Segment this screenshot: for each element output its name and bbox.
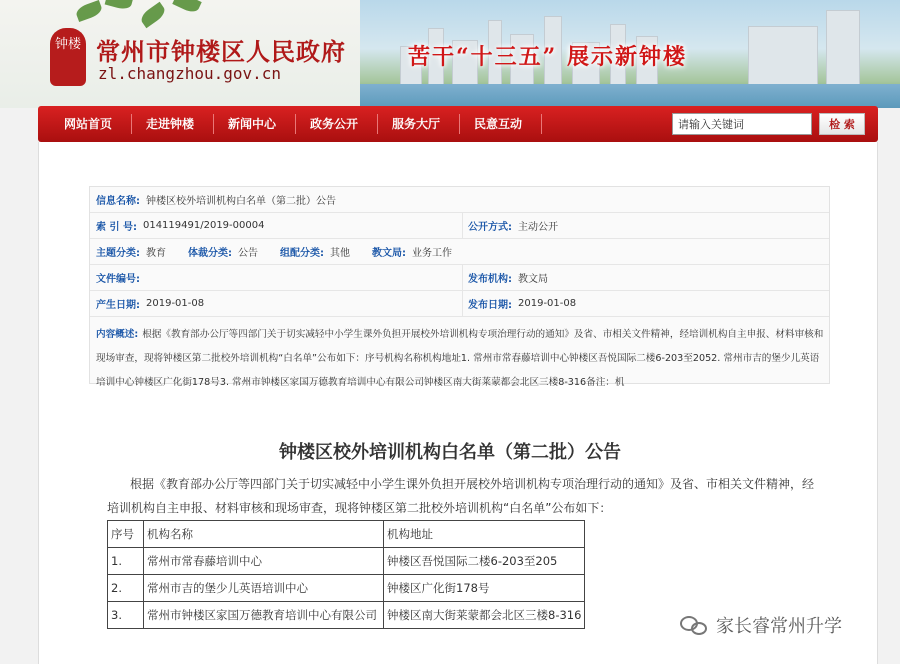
info-topic-value: 教育 xyxy=(146,248,166,259)
info-name-value: 钟楼区校外培训机构白名单（第二批）公告 xyxy=(146,196,336,207)
info-created-value: 2019-01-08 xyxy=(146,298,205,309)
nav-item-public-affairs[interactable]: 政务公开 xyxy=(309,117,358,131)
article-paragraph-line-1: 根据《教育部办公厅等四部门关于切实减轻中小学生课外负担开展校外培训机构专项治理行动的通知》及省、市相关文件精神，经 xyxy=(130,477,815,491)
article-paragraph-line-2: 培训机构自主申报、材料审核和现场审查，现将钟楼区第二批校外培训机构“白名单”公布如下： xyxy=(107,501,612,515)
nav-item-news[interactable]: 新闻中心 xyxy=(227,117,276,131)
article-title: 钟楼区校外培训机构白名单（第二批）公告 xyxy=(279,442,621,463)
info-row-categories xyxy=(90,239,829,265)
info-table xyxy=(89,186,830,388)
info-genre-value: 公告 xyxy=(238,248,258,259)
info-open-label: 公开方式: xyxy=(468,222,512,233)
info-issuer-value: 教文局 xyxy=(518,274,548,285)
info-published-label: 发布日期: xyxy=(468,300,512,311)
info-row-docno xyxy=(90,265,829,291)
table-row xyxy=(108,602,585,629)
info-issuer-label: 发布机构: xyxy=(468,274,512,285)
table-cell: 1. xyxy=(108,548,144,575)
info-edu-label: 教文局: xyxy=(372,248,406,259)
slogan-banner: 苦干“十三五” 展示新钟楼 xyxy=(408,44,687,70)
nav-item-interaction[interactable]: 民意互动 xyxy=(473,117,522,131)
info-genre-label: 体裁分类: xyxy=(188,248,232,259)
table-cell: 常州市钟楼区家国万德教育培训中心有限公司 xyxy=(144,602,384,629)
institution-table xyxy=(107,520,585,629)
info-summary-value: 根据《教育部办公厅等四部门关于切实减轻中小学生课外负担开展校外培训机构专项治理行动的通知》及省、市相关文件精神，经培训机构自主申报、材料审核和现场审查，现将钟楼区第二批校外培训机构“白名单”公布如下：序号机构名称机构地址1. 常州市常春藤培训中心钟楼区吾悦国际二楼6-203至2052. 常州市吉的堡少儿英语培训中心钟楼区广化街178号3. 常州市钟楼区家国万德教育培训中心有限公司钟楼区南大街莱蒙都会北区三楼8-316备注：机 xyxy=(96,329,824,388)
info-summary xyxy=(96,323,824,395)
table-row xyxy=(108,548,585,575)
table-cell: 钟楼区南大街莱蒙都会北区三楼8-316 xyxy=(384,602,585,629)
wechat-watermark xyxy=(680,612,842,638)
info-row-name xyxy=(90,187,829,213)
table-cell: 钟楼区吾悦国际二楼6-203至205 xyxy=(384,548,585,575)
search-input[interactable] xyxy=(672,113,812,135)
site-title[interactable]: 常州市钟楼区人民政府 xyxy=(96,37,346,66)
info-edu-value: 业务工作 xyxy=(412,248,452,259)
table-header-cell: 机构名称 xyxy=(144,521,384,548)
info-org-category-label: 组配分类: xyxy=(280,248,324,259)
wechat-icon xyxy=(680,614,710,636)
table-cell: 常州市吉的堡少儿英语培训中心 xyxy=(144,575,384,602)
info-index-label: 索 引 号: xyxy=(96,222,137,233)
search-button[interactable]: 检 索 xyxy=(819,113,865,135)
site-domain: zl.changzhou.gov.cn xyxy=(98,64,282,83)
info-org-category-value: 其他 xyxy=(330,248,350,259)
info-index-value: 014119491/2019-00004 xyxy=(142,220,265,231)
nav-item-services[interactable]: 服务大厅 xyxy=(391,117,440,131)
table-header-cell: 机构地址 xyxy=(384,521,585,548)
info-docno-label: 文件编号: xyxy=(96,274,140,285)
table-header-row xyxy=(108,521,585,548)
table-cell: 钟楼区广化街178号 xyxy=(384,575,585,602)
table-header-cell: 序号 xyxy=(108,521,144,548)
info-name-label: 信息名称: xyxy=(96,196,140,207)
info-summary-label: 内容概述: xyxy=(96,329,139,340)
nav-item-home[interactable]: 网站首页 xyxy=(63,117,112,131)
table-cell: 3. xyxy=(108,602,144,629)
info-created-label: 产生日期: xyxy=(96,300,140,311)
nav-item-about[interactable]: 走进钟楼 xyxy=(145,117,194,131)
leaf-decoration xyxy=(70,0,230,30)
info-topic-label: 主题分类: xyxy=(96,248,140,259)
info-row-index xyxy=(90,213,829,239)
site-emblem: 钟楼 xyxy=(50,28,86,86)
table-cell: 常州市常春藤培训中心 xyxy=(144,548,384,575)
info-open-value: 主动公开 xyxy=(518,222,558,233)
table-row xyxy=(108,575,585,602)
info-published-value: 2019-01-08 xyxy=(518,298,577,309)
table-cell: 2. xyxy=(108,575,144,602)
site-header xyxy=(0,0,900,108)
watermark-text: 家长睿常州升学 xyxy=(716,616,842,637)
info-row-dates xyxy=(90,291,829,317)
